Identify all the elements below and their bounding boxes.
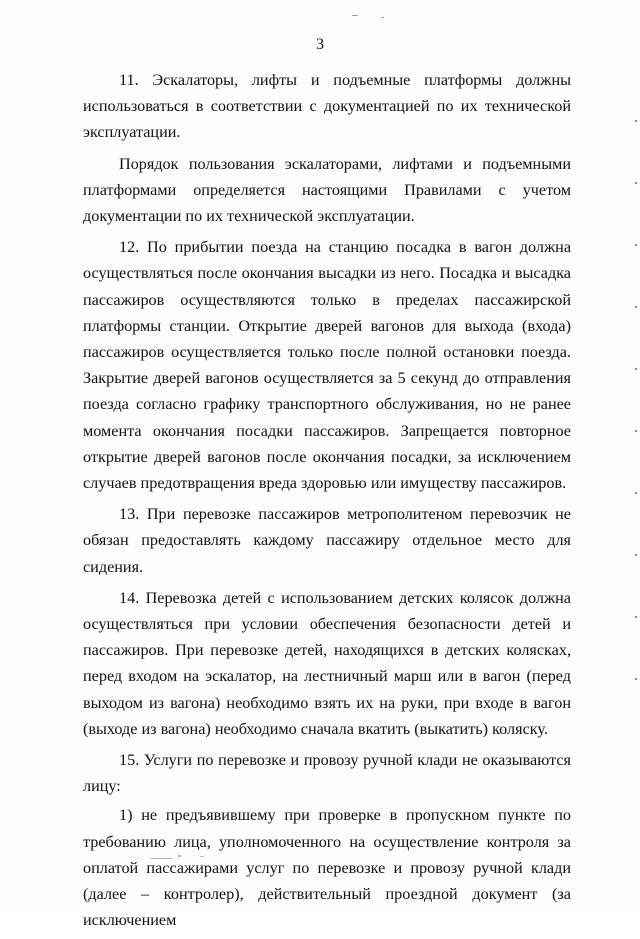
- paragraph-13: 13. При перевозке пассажиров метрополитеном перевозчик не обязан предоставлять каждому пассажиру отдельное место для сидения.: [83, 505, 571, 576]
- scan-artifact: [352, 15, 358, 16]
- paragraph-escalator-order: Порядок пользования эскалаторами, лифтами и подъемными платформами определяется настоящими Правилами с учетом документации по их технической эксплуатации.: [83, 154, 571, 226]
- paragraph-15: 15. Услуги по перевозке и провозу ручной клади не оказываются лицу:: [83, 751, 571, 796]
- page-number: 3: [316, 36, 324, 53]
- paragraph-15-item-1: 1) не предъявившему при проверке в пропускном пункте по требованию лица, уполномоченного на осуществление контроля за оплатой пассажирами услуг по перевозке и провозу ручной клади (далее – контролер), действительный проездной документ (за исключением: [83, 806, 571, 930]
- paragraph-11: 11. Эскалаторы, лифты и подъемные платформы должны использоваться в соответствии с документацией по их технической эксплуатации.: [83, 71, 571, 142]
- scan-edge-marks: [635, 120, 638, 740]
- paragraph-12: 12. По прибытии поезда на станцию посадка в вагон должна осуществляться после окончания высадки из него. Посадка и высадка пассажиров осуществляются только в пределах пассажирской платформы станции. Открытие дверей вагонов для выхода (входа) пассажиров осуществляется только после полной остановки поезда. Закрытие дверей вагонов осуществляется за 5 секунд до отправления поезда согласно графику транспортного обслуживания, но не ранее момента окончания посадки пассажиров. Запрещается повторное открытие дверей вагонов после окончания посадки, за исключением случаев предотвращения вреда здоровью или имуществу пассажиров.: [83, 238, 571, 493]
- paragraph-14: 14. Перевозка детей с использованием детских колясок должна осуществляться при условии обеспечения безопасности детей и пассажиров. При перевозке детей, находящихся в детских колясках, перед входом на эскалатор, на лестничный марш или в вагон (перед выходом из вагона) необходимо взять их на руки, при входе в вагон (выходе из вагона) необходимо сначала вкатить (выкатить) коляску.: [83, 588, 571, 738]
- document-body: [83, 67, 571, 939]
- scan-artifact: [381, 17, 384, 18]
